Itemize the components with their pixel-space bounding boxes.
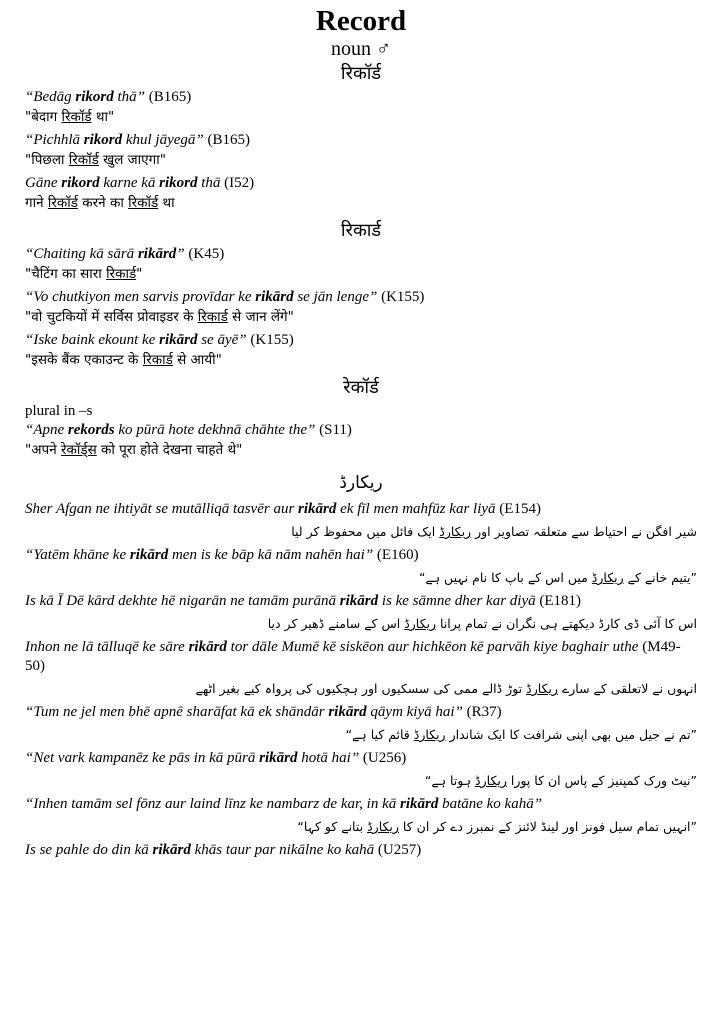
urdu-text: اس کے سامنے ڈھیر کر دیا [267,616,405,631]
transliteration-text: se āyē” [197,332,247,348]
source-ref: (K155) [246,332,294,348]
hindi-keyword: रिकार्ड [106,266,137,282]
transliteration-text: Inhon ne lā tālluqē ke sāre [25,639,189,655]
transliteration-line [25,245,697,264]
hindi-line [25,107,697,127]
section [25,374,697,460]
source-ref: (B165) [203,132,250,148]
transliteration-line [25,749,697,768]
keyword: rikord [61,175,100,191]
transliteration-text: is ke sāmne dher kar diyā [378,593,536,609]
urdu-text: اس کا آئی ڈی کارڈ دیکھتے ہی نگران نے تمام پرانا [436,616,697,631]
keyword: rikārd [399,796,439,812]
urdu-text: میں اس کے باپ کا نام نہیں ہے“ [418,570,592,585]
part-of-speech: noun ♂ [331,38,391,60]
urdu-text: ”انہیں تمام سیل فونز اور لینڈ لائنز کے نمبرز دے کر ان کا [398,819,697,834]
source-ref: (I52) [220,175,255,191]
transliteration-text: Gāne [25,175,62,191]
urdu-entries [25,500,697,860]
hindi-text: "बेदाग [25,109,62,125]
transliteration-text: batāne ko kahā” [438,796,543,812]
source-ref: (U257) [374,842,422,858]
transliteration-line [25,703,697,722]
urdu-text: قائم کیا ہے“ [345,727,414,742]
hindi-text: गाने [25,195,48,211]
transliteration-text: “Tum ne jel men bhē apnē sharāfat kā ek shāndār [25,704,329,720]
keyword: rikord [83,132,123,148]
transliteration-text: “Pichhlā [25,132,84,148]
source-ref: (S11) [315,422,352,438]
hindi-text: से आयी" [172,352,222,368]
section [25,60,697,213]
transliteration-line [25,331,697,350]
hindi-text: " [136,266,143,282]
transliteration-text: thā” [113,89,146,105]
transliteration-text: “Apne [25,422,68,438]
transliteration-line [25,174,697,193]
transliteration-text: ko pūrā hote dekhnā chāhte the” [114,422,316,438]
transliteration-text: ” [176,246,185,262]
keyword: rekords [67,422,115,438]
urdu-keyword: ریکارڈ [367,819,399,834]
hindi-text: करने का [78,195,129,211]
hindi-text: "इसके बैंक एकाउन्ट के [25,352,143,368]
keyword: rikārd [159,332,198,348]
keyword: rikārd [129,547,169,563]
source-ref: (B165) [145,89,192,105]
transliteration-line [25,592,697,611]
hindi-text: "पिछला [25,152,69,168]
urdu-keyword: ریکارڈ [404,616,437,631]
keyword: rikārd [339,593,379,609]
keyword: rikord [75,89,114,105]
hindi-keyword: रिकॉर्ड [68,152,99,168]
section-note: plural in –s [25,403,93,419]
urdu-text: ”تم نے جیل میں بھی اپنی شرافت کا ایک شاندار [445,727,697,742]
transliteration-text: “Bedāg [25,89,76,105]
transliteration-line [25,421,697,440]
urdu-line [25,522,697,542]
source-ref: (R37) [462,704,502,720]
transliteration-text: Is kā Ī Dē kārd dekhte hē nigarān ne tamām purānā [25,593,340,609]
transliteration-text: “Iske baink ekount ke [25,332,160,348]
transliteration-text: thā [197,175,221,191]
urdu-keyword: ریکارڈ [526,681,558,696]
transliteration-line [25,500,697,519]
source-ref: (U256) [359,750,407,766]
transliteration-text: qāym kiyā hai” [366,704,463,720]
urdu-text: ایک فائل میں محفوظ کر لیا [291,524,440,539]
dictionary-page [25,4,697,860]
transliteration-line [25,841,697,860]
transliteration-line [25,795,697,814]
keyword: rikārd [255,289,294,305]
hindi-keyword: रिकॉर्ड [128,195,159,211]
hindi-text: से जान लेंगे" [227,309,294,325]
hindi-keyword: रिकार्ड [197,309,228,325]
urdu-keyword: ریکارڈ [439,524,472,539]
urdu-line [25,568,697,588]
transliteration-line [25,88,697,107]
urdu-text: ہوتا ہے“ [424,773,476,788]
transliteration-text: ek fīl men mahfūz kar liyā [336,501,496,517]
transliteration-text: “Yatēm khāne ke [25,547,130,563]
transliteration-text: hotā hai” [297,750,360,766]
source-ref: (M49-50) [25,639,681,674]
hindi-keyword: रिकॉर्ड [61,109,92,125]
urdu-section [25,470,697,860]
transliteration-text: tor dāle Mumē kē siskēon aur hichkēon kē parvāh kiye baghair uthe [226,639,639,655]
transliteration-text: “Net vark kampanēz ke pās in kā pūrā [25,750,260,766]
hindi-line [25,150,697,170]
transliteration-line [25,288,697,307]
urdu-line [25,679,697,699]
transliteration-text: khul jāyegā” [122,132,204,148]
source-ref: (E181) [535,593,582,609]
hindi-line [25,307,697,327]
transliteration-text: men is ke bāp kā nām nahēn hai” [168,547,374,563]
urdu-keyword: ریکارڈ [591,570,624,585]
hindi-text: "अपने [25,442,61,458]
hindi-text: था [158,195,175,211]
hindi-keyword: रिकार्ड [142,352,173,368]
urdu-text: بتانے کو کہا“ [297,819,368,834]
urdu-line [25,771,697,791]
section-heading: रेकॉर्ड [343,377,379,398]
keyword: rikārd [137,246,177,262]
urdu-text: توڑ ڈالے ممی کی سسکیوں اور ہچکیوں کی پرواہ کیے بغیر اٹھے [195,681,527,696]
keyword: rikord [159,175,198,191]
transliteration-text: “Chaiting kā sārā [25,246,138,262]
urdu-keyword: ریکارڈ [413,727,446,742]
hindi-line [25,440,697,460]
hindi-text: खुल जाएगा" [98,152,166,168]
urdu-text: شیر افگن نے احتیاط سے متعلقہ تصاویر اور [471,524,697,539]
urdu-keyword: ریکارڈ [475,773,507,788]
source-ref: (E160) [373,547,419,563]
transliteration-text: khās taur par nikālne ko kahā [190,842,375,858]
source-ref: (K45) [184,246,225,262]
urdu-section-heading: ریکارڈ [339,473,383,493]
urdu-text: ”یتیم خانے کے [623,570,697,585]
hindi-keyword: रेकॉर्ड्स [60,442,97,458]
hindi-line [25,350,697,370]
transliteration-text: “Vo chutkiyon men sarvis provīdar ke [25,289,256,305]
transliteration-line [25,546,697,565]
keyword: rikārd [298,501,337,517]
urdu-text: ”نیٹ ورک کمپنیز کے پاس ان کا پورا [506,773,697,788]
hindi-text: को पूरा होते देखना चाहते थे" [96,442,243,458]
urdu-line [25,614,697,634]
section-heading: रिकार्ड [340,220,382,241]
urdu-line [25,817,697,837]
keyword: rikārd [188,639,227,655]
urdu-text: انہوں نے لاتعلقی کے سارے [557,681,697,696]
hindi-text: "चैटिंग का सारा [25,266,107,282]
keyword: rikārd [259,750,298,766]
hindi-line [25,264,697,284]
transliteration-text: Sher Afgan ne ihtiyāt se mutālliqā tasvēr aur [25,501,299,517]
transliteration-text: Is se pahle do din kā [25,842,153,858]
transliteration-line [25,131,697,150]
hindi-line [25,193,697,213]
hindi-text: "वो चुटकियों में सर्विस प्रोवाइडर के [25,309,198,325]
transliteration-text: se jān lenge” [293,289,378,305]
keyword: rikārd [328,704,367,720]
entry-title: Record [315,5,407,37]
keyword: rikārd [152,842,191,858]
hindi-keyword: रिकॉर्ड [47,195,78,211]
hindi-text: था" [91,109,115,125]
urdu-line [25,725,697,745]
transliteration-text: karne kā [99,175,160,191]
hindi-sections [25,60,697,460]
transliteration-text: “Inhen tamām sel fōnz aur laind līnz ke nambarz de kar, in kā [25,796,400,812]
section [25,217,697,370]
transliteration-line [25,638,697,676]
section-heading: रिकॉर्ड [340,63,382,84]
source-ref: (E154) [495,501,541,517]
source-ref: (K155) [377,289,425,305]
